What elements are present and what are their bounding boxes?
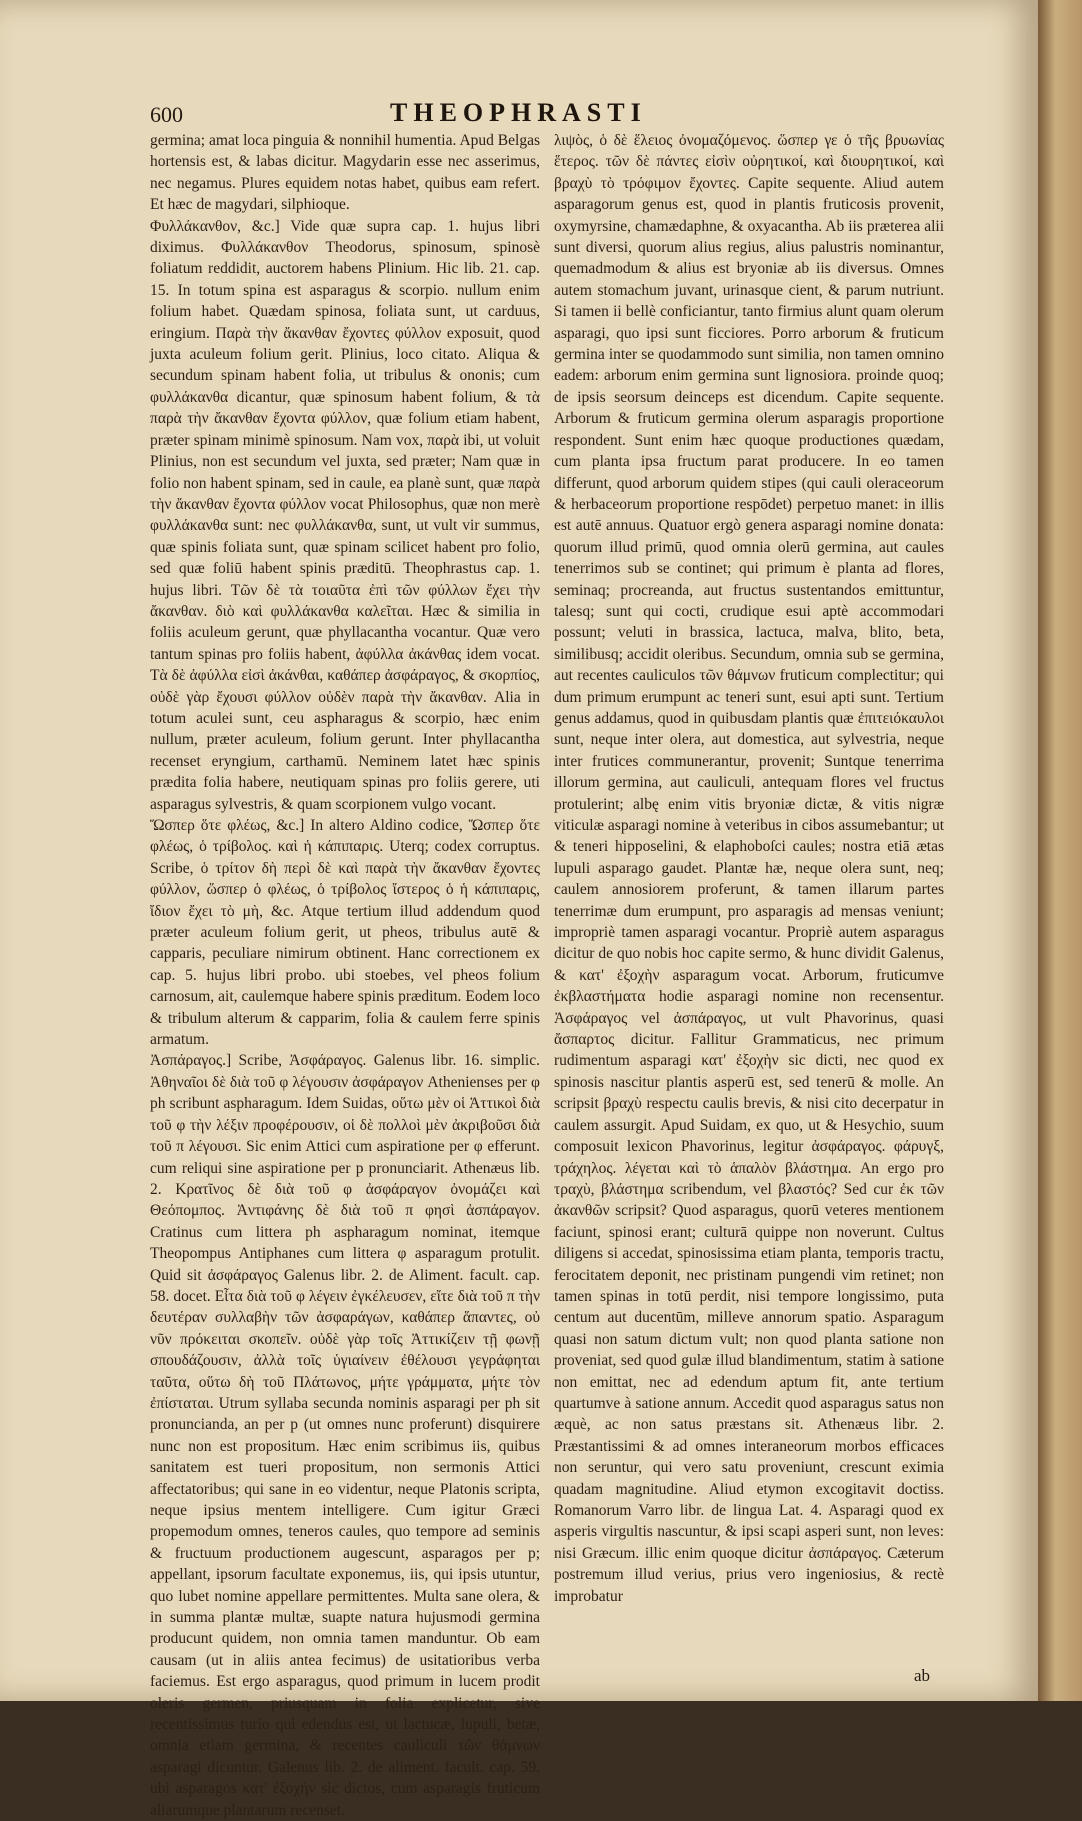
page-number: 600 bbox=[150, 102, 183, 127]
right-column bbox=[554, 130, 944, 1660]
left-column bbox=[150, 130, 540, 1819]
paragraph: Ὥσπερ ὅτε φλέως, &c.] In altero Aldino codice, Ὥσπερ ὅτε φλέως, ὁ τρίβολος. καὶ ἡ κάπιπαρις. Uterq; codex corruptus. Scribe, ὁ τρίτον δὴ περὶ δὲ καὶ παρὰ τὴν ἄκανθαν ἔχοντες φύλλον, ὥσπερ ὁ φλέως, ὁ τρίβολος ἴστερος ὁ ἡ κάπιπαρις, ἴδιον ἔχει τὸ μὴ, &c. Atque tertium illud addendum quod præter aculeum folium gerit, ut pheos, tribulus autē & capparis, peculiare nimirum obtinent. Hanc correctionem ex cap. 5. hujus libri probo. ubi stoebes, vel pheos folium carnosum, ait, caulemque habere spinis præditum. Eodem loco & tribulum alterum & capparim, folia & caulem ferre spinis armatum. bbox=[150, 817, 540, 1049]
running-title: THEOPHRASTI bbox=[390, 98, 647, 127]
page-header bbox=[150, 98, 950, 130]
book-edge bbox=[1038, 0, 1082, 1701]
paragraph: λιψὸς, ὁ δὲ ἕλειος ὀνομαζόμενος. ὥσπερ γε ὁ τῆς βρυωνίας ἕτερος. τῶν δὲ πάντες εἰσὶν οὐρητικοί, καὶ διουρητικοί, καὶ βραχὺ τὸ τρόφιμον ἔχοντες. Capite sequente. Aliud autem asparagorum genus est, quod in plantis fruticosis provenit, oxymyrsine, chamædaphne, & oxyacantha. Ab iis præterea alii sunt diversi, quorum alius regius, alius palustris nominantur, quemadmodum & alius est bryoniæ ab iis diversus. Omnes autem stomachum juvant, urinasque cient, & parum nutriunt. Si tamen ii bellè conficiantur, tanto firmius alunt quam olerum asparagi, quo ipsi sunt ficciores. Porro arborum & fruticum germina inter se quodammodo sunt similia, non tamen omnino eadem: arborum enim germina sunt lignosiora. proinde quoq; de ipsis seorsum deinceps est dicendum. Capite sequente. Arborum & fruticum germina olerum asparagis proportione respondent. Sunt enim hæc quoque productiones quædam, cum planta ipsa fructum parat producere. In eo tamen differunt, quod arborum quidem stipes (qui cauli oleraceorum & herbaceorum proportione respōdet) perpetuo manet: in illis est autē annuus. Quatuor ergò genera asparagi nomine donata: quorum illud primū, quod omnia olerū germina, aut caules tenerrimos sub se continet; qui primum è planta ad flores, seminaq; procreanda, aut fructus sustentandos emittuntur, talesq; sunt qui cocti, crudique esui aptè accommodari possunt; veluti in brassica, lactuca, malva, blito, beta, similibusq; accidit oleribus. Secundum, omnia sub se germina, aut recentes cauliculos τῶν θάμνων fruticum complectitur; qui dum primum erumpunt ac teneri sunt, esui apti sunt. Tertium genus addamus, quod in quibusdam plantis quæ ἐπιτειόκαυλοι sunt, neque inter olera, aut domestica, aut sylvestria, neque inter frutices communerantur, provenit; Suntque tenerrima illorum germina, aut cauliculi, antequam flores vel fructus protulerint; albę enim vitis bryoniæ dictæ, & vitis nigræ viticulæ asparagi nomine à veteribus in cibos assumebantur; ut & teneri hipposelini, & elaphoboſci caules; nostra etiā ætas lupuli asparago gaudet. Plantæ hæ, neque olera sunt, neq; caulem annosiorem proferunt, & tamen illarum partes tenerrimæ dum erumpunt, pro asparagis ad mensas veniunt; impropriè tamen asparagi vocantur. Propriè autem asparagus dicitur de quo nobis hoc capite sermo, & hunc dividit Galenus, & κατ' ἐξοχὴν asparagum vocat. Arborum, fruticumve ἐκβλαστήματα hodie asparagi nomine non recensentur. Ἀσφάραγος vel ἀσπάραγος, ut vult Phavorinus, quasi ἄσπαρτος dicitur. Fallitur Grammaticus, nec primum rudimentum asparagi κατ' ἐξοχὴν sic dicti, nec quod ex spinosis nascitur plantis asperū est, sed tenerū & molle. An scripsit βραχὺ respectu caulis brevis, & nisi cito decerpatur in caulem assurgit. Apud Suidam, ex quo, ut & Hesychio, suum composuit lexicon Phavorinus, legitur ἀσφάραγος. φάρυγξ, τράχηλος. λέγεται καὶ τὸ ἁπαλὸν βλάστημα. An ergo pro τραχὺ, βλάστημα scribendum, vel βλαστός? Sed cur ἐκ τῶν ἀκανθῶν scripsit? Quod asparagus, quorū veteres mentionem faciunt, spinosi erant; culturā quippe non noverunt. Cultus diligens si accedat, spinosissima etiam planta, temporis tractu, ferocitatem deponit, nec pristinam pungendi vim retinet; non tamen spinas in totū perdit, nisi tempore longissimo, puta centum aut ducentūm, milleve annorum spatio. Asparagum quasi non satum dictum vult; non quod planta satione non proveniat, sed quod gulæ illud blandimentum, statim à satione non emittat, nec ad edendum aptum fit, ante tertium quartumve à satione annum. Accedit quod asparagus satus non æquè, ac non satus præstans sit. Athenæus libr. 2. Præstantissimi & ad omnes interaneorum morbos efficaces non seruntur, qui vero satu proveniunt, crescunt eximia quadam magnitudine. Aliud etymon excogitavit doctiss. Romanorum Varro libr. de lingua Lat. 4. Asparagi quod ex asperis virgultis nascuntur, & ipsi scapi asperi sunt, non leves: nisi Græcum. illic enim quoque dicitur ἀσπάραγος. Cæterum postremum illud verius, prius vero ingeniosius, & rectè improbatur bbox=[554, 132, 944, 1605]
catchword: ab bbox=[914, 1666, 931, 1685]
paragraph: Ἀσπάραγος.] Scribe, Ἀσφάραγος. Galenus libr. 16. simplic. Ἀθηναῖοι δὲ διὰ τοῦ φ λέγουσιν ἀσφάραγον Athenienses per φ ph scribunt aspharagum. Idem Suidas, οὕτω μὲν οἱ Ἀττικοὶ διὰ τοῦ φ τὴν λέξιν προφέρουσιν, οἱ δὲ πολλοὶ μὲν ἀκριβοῦσι διὰ τοῦ π λέγουσι. Sic enim Attici cum aspiratione per φ efferunt. cum reliqui sine aspiratione per p pronunciarit. Athenæus lib. 2. Κρατῖνος δὲ διὰ τοῦ φ ἀσφάραγον ὀνομάζει καὶ Θεόπομπος. Ἀντιφάνης δὲ διὰ τοῦ π φησὶ ἀσπάραγον. Cratinus cum littera ph aspharagum nominat, itemque Theopompus Antiphanes cum littera φ asparagum protulit. Quid sit ἀσφάραγος Galenus libr. 2. de Aliment. facult. cap. 58. docet. Εἶτα διὰ τοῦ φ λέγειν ἐγκέλευσεν, εἴτε διὰ τοῦ π τὴν δευτέραν συλλαβὴν τῶν ἀσφαράγων, καθάπερ ἅπαντες, οὐ νῦν πρόκειται σκοπεῖν. οὐδὲ γὰρ τοῖς Ἀττικίζειν τῇ φωνῇ σπουδάζουσιν, ἀλλὰ τοῖς ὑγιαίνειν ἐθέλουσι γεγράφηται ταῦτα, οὕτω δὴ τοῦ Πλάτωνος, μήτε γράμματα, μήτε τὸν ἐπίσταται. Utrum syllaba secunda nominis asparagi per ph sit pronuncianda, an per p (ut omnes nunc proferunt) disquirere nunc non est propositum. Hæc enim scribimus iis, quibus sanitatem est tueri propositum, non sermonis Attici affectatoribus; qui sane in eo videntur, neque Platonis scripta, neque ipsius mentem intelligere. Cum igitur Græci propemodum omnes, teneros caules, quo tempore ad seminis & fructuum productionem augescunt, asparagos per p; appellant, ipsorum facultate exponemus, iis, qui ipsis utuntur, quo lubet nomine appellare permittentes. Multa sane olera, & in summa plantæ multæ, suapte natura hujusmodi germina producunt quidem, non omnia tamen manduntur. Ob eam causam (ut in aliis antea fecimus) de usitatioribus verba faciemus. Est ergo asparagus, quod primum in lucem prodit oleris germen, priusquam in folia explicetur, sive recentissimus turio qui edendus est, ut lactucæ, lupuli, betæ, omnia etiam germina, & recentes cauliculi τῶν θάμνων asparagi dicuntur. Galenus lib. 2. de aliment. facult. cap. 59. ubi asparagos κατ' ἐξοχὴν sic dictos, cum asparagis fruticum aliarumque plantarum recenset. bbox=[150, 1052, 540, 1819]
paragraph: germina; amat loca pinguia & nonnihil humentia. Apud Belgas hortensis est, & labas dicitur. Magydarin esse nec asserimus, nec negamus. Plures equidem notas habet, quibus eam refert. Et hæc de magydari, silphioque. bbox=[150, 132, 540, 214]
paragraph: Φυλλάκανθον, &c.] Vide quæ supra cap. 1. hujus libri diximus. Φυλλάκανθον Theodorus, spinosum, spinosè foliatum reddidit, auctorem habens Plinium. Hic lib. 21. cap. 15. In totum spina est asparagus & scorpio. nullum enim folium habet. Quædam spinosa, foliata sunt, ut carduus, eringium. Παρὰ τὴν ἄκανθαν ἔχοντες φύλλον exposuit, quod juxta aculeum folium gerit. Plinius, loco citato. Aliqua & secundum spinam habent folia, ut tribulus & ononis; cum φυλλάκανθα dicantur, quæ spinosum habent folium, & τὰ παρὰ τὴν ἄκανθαν ἔχοντα φύλλον, quæ folium etiam habent, præter spinam minimè spinosum. Nam vox, παρὰ ibi, ut voluit Plinius, non est secundum vel juxta, sed præter; Nam quæ in folio non habent spinam, sed in caule, ea planè sunt, quæ παρὰ τὴν ἄκανθαν ἔχοντα φύλλον vocat Philosophus, quæ non merè φυλλάκανθα sunt: nec φυλλάκανθα, sunt, ut vult vir summus, quæ spinis foliata sunt, quæ spinam scilicet habent pro folio, sed quæ foliū habent spinis præditū. Theophrastus cap. 1. hujus libri. Τῶν δὲ τὰ τοιαῦτα ἐπὶ τῶν φύλλων ἔχει τὴν ἄκανθαν. διὸ καὶ φυλλάκανθα καλεῖται. Hæc & similia in foliis aculeum gerunt, quæ phyllacantha vocantur. Quæ vero tantum spinas pro foliis habent, ἀφύλλα ἀκάνθας idem vocat. Τὰ δὲ ἀφύλλα εἰσὶ ἀκάνθαι, καθάπερ ἀσφάραγος, & σκορπίος, οὐδὲ γὰρ ἔχουσι φύλλον οὐδὲν παρὰ τὴν ἄκανθαν. Alia in totum aculei sunt, ceu aspharagus & scorpio, hæc enim nullum, præter aculeum, folium gerunt. Inter phyllacantha recenset eryngium, carthamū. Neminem latet hæc spinis prædita folia habere, neutiquam spinas pro foliis gerere, uti asparagus sylvestris, & quam scorpionem vulgo vocant. bbox=[150, 217, 540, 813]
